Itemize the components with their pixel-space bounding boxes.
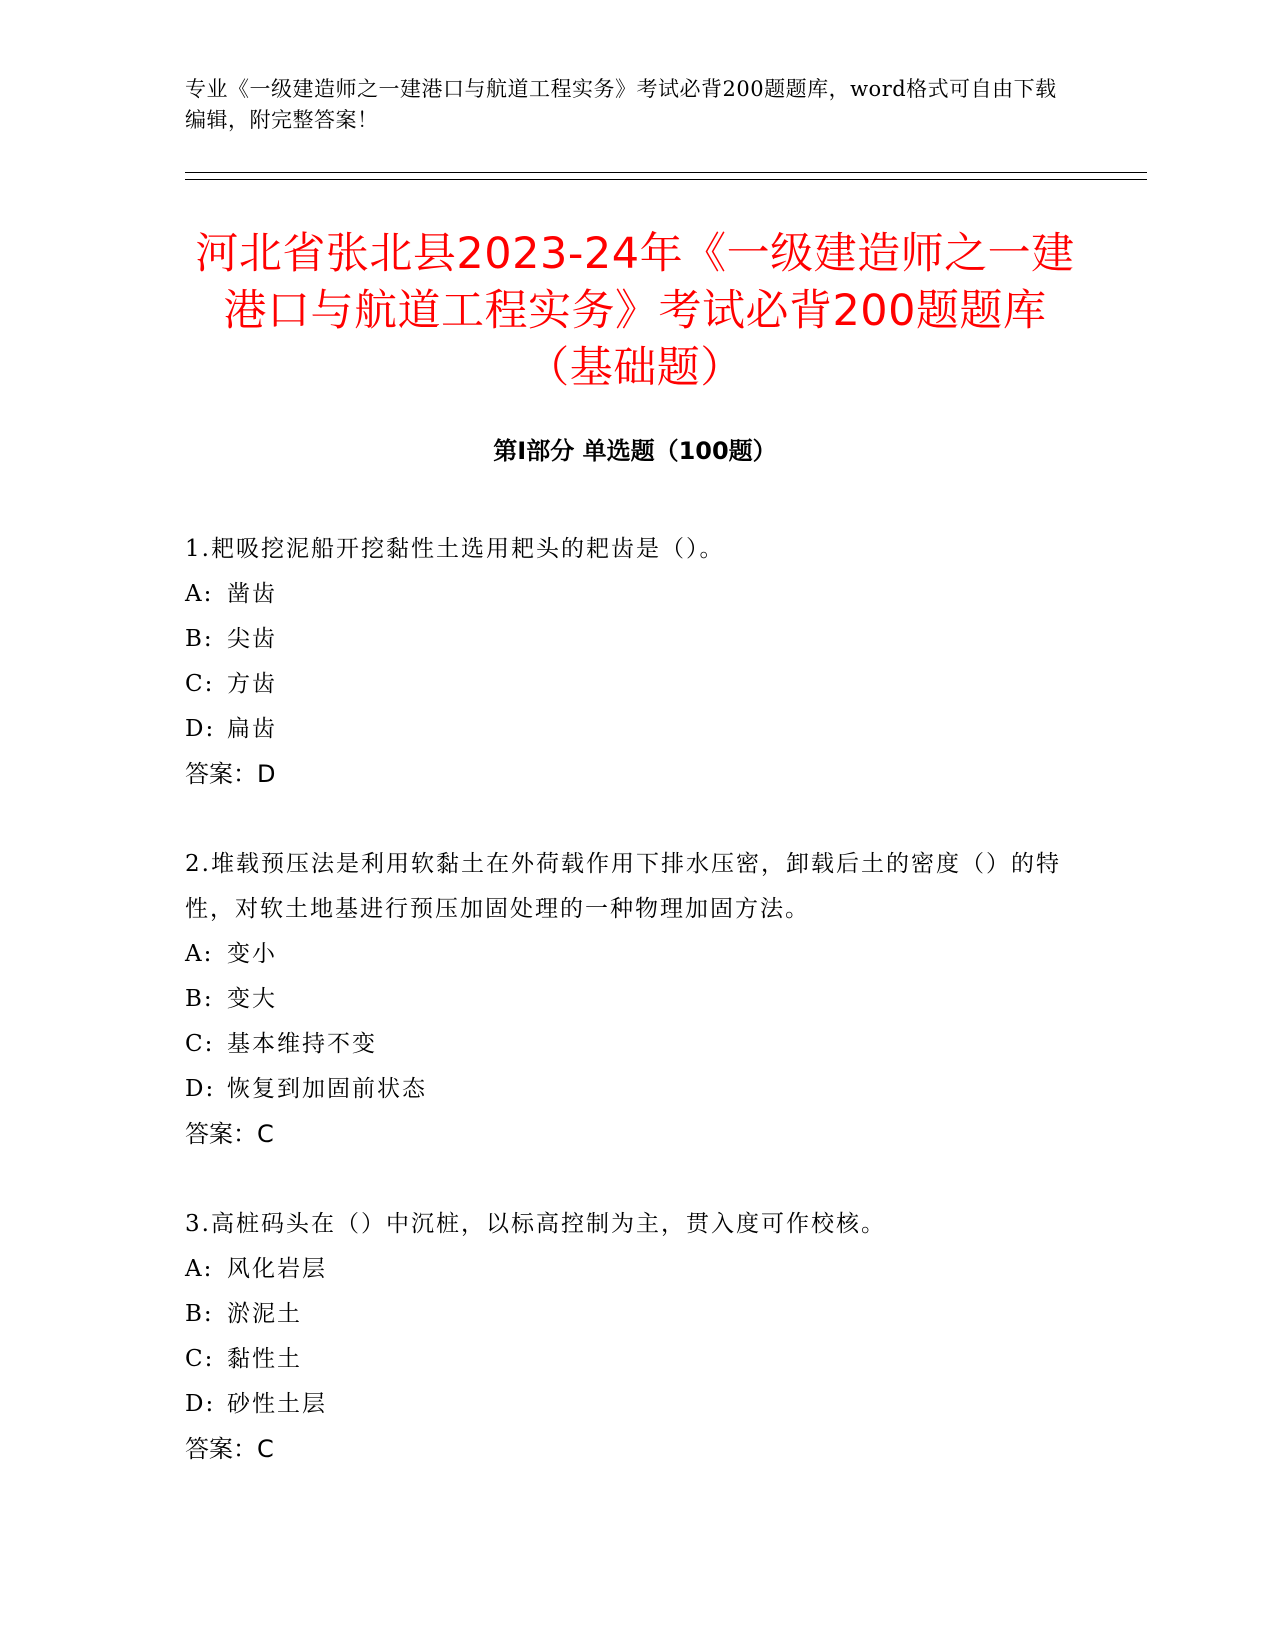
- header-note: 专业《一级建造师之一建港口与航道工程实务》考试必背200题题库，word格式可自由下载编辑，附完整答案！: [185, 77, 1057, 132]
- header-divider-bottom: [185, 179, 1147, 180]
- question-1: [185, 527, 1065, 797]
- option-letter: C:: [185, 1031, 215, 1057]
- question-3: [185, 1202, 1065, 1472]
- option-c: [185, 662, 1065, 707]
- option-b: [185, 1292, 1065, 1337]
- option-text: 变小: [227, 941, 277, 967]
- option-letter: B:: [185, 986, 214, 1012]
- option-text: 恢复到加固前状态: [227, 1076, 427, 1102]
- option-text: 风化岩层: [227, 1256, 327, 1282]
- option-letter: B:: [185, 1301, 214, 1327]
- option-letter: A:: [185, 581, 214, 607]
- option-text: 扁齿: [227, 716, 277, 742]
- option-text: 淤泥土: [227, 1301, 302, 1327]
- header-divider-top: [185, 172, 1147, 173]
- question-text: 1.耙吸挖泥船开挖黏性土选用耙头的耙齿是（）。: [185, 536, 725, 562]
- question-2: [185, 842, 1065, 1157]
- answer: 答案：C: [185, 1120, 274, 1148]
- option-letter: C:: [185, 1346, 215, 1372]
- option-text: 尖齿: [227, 626, 277, 652]
- option-text: 砂性土层: [227, 1391, 327, 1417]
- option-text: 变大: [227, 986, 277, 1012]
- question-text: 3.高桩码头在（）中沉桩，以标高控制为主，贯入度可作校核。: [185, 1211, 886, 1237]
- option-d: [185, 707, 1065, 752]
- answer: 答案：C: [185, 1435, 274, 1463]
- option-letter: D:: [185, 1076, 216, 1102]
- option-letter: A:: [185, 1256, 214, 1282]
- option-letter: D:: [185, 716, 216, 742]
- option-a: [185, 1247, 1065, 1292]
- question-list: [185, 527, 1065, 1517]
- option-text: 黏性土: [227, 1346, 302, 1372]
- option-letter: D:: [185, 1391, 216, 1417]
- answer: 答案：D: [185, 760, 276, 788]
- option-letter: B:: [185, 626, 214, 652]
- option-text: 方齿: [227, 671, 277, 697]
- option-a: [185, 932, 1065, 977]
- option-c: [185, 1022, 1065, 1067]
- question-text: 2.堆载预压法是利用软黏土在外荷载作用下排水压密，卸载后土的密度（）的特性，对软土地基进行预压加固处理的一种物理加固方法。: [185, 851, 1061, 922]
- option-a: [185, 572, 1065, 617]
- section-heading: 第Ⅰ部分 单选题（100题）: [493, 437, 777, 465]
- option-letter: C:: [185, 671, 215, 697]
- option-c: [185, 1337, 1065, 1382]
- option-letter: A:: [185, 941, 214, 967]
- document-title: 河北省张北县2023-24年《一级建造师之一建港口与航道工程实务》考试必背200题题库（基础题）: [195, 229, 1075, 393]
- option-text: 基本维持不变: [227, 1031, 377, 1057]
- option-b: [185, 977, 1065, 1022]
- option-d: [185, 1382, 1065, 1427]
- option-text: 凿齿: [227, 581, 277, 607]
- option-b: [185, 617, 1065, 662]
- option-d: [185, 1067, 1065, 1112]
